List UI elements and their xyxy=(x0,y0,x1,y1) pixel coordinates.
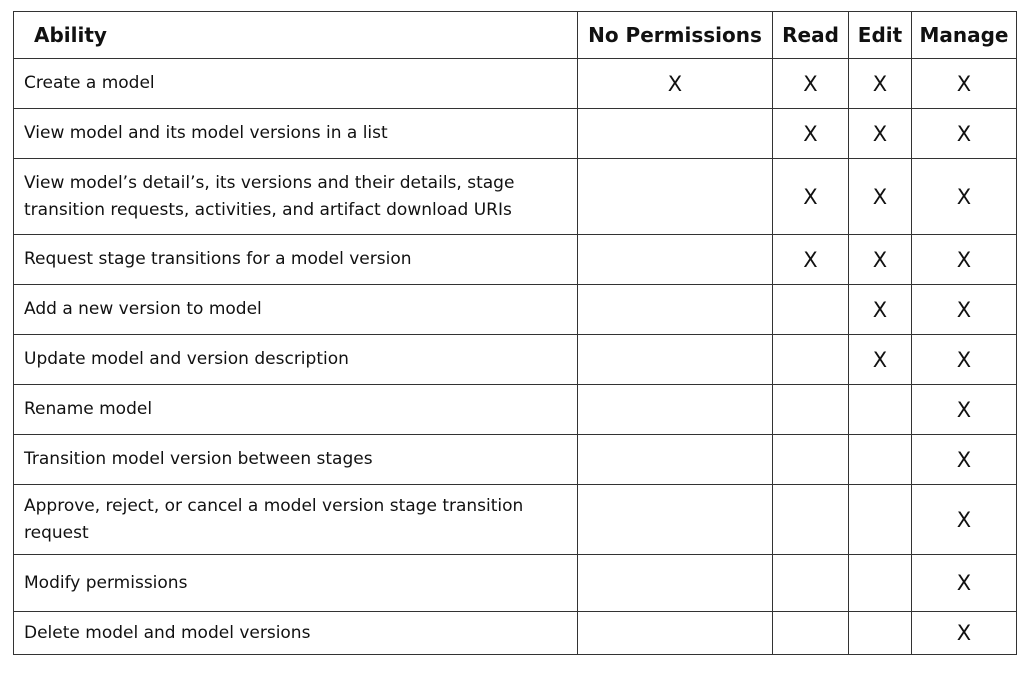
no-permissions-cell xyxy=(578,435,773,485)
ability-cell: Transition model version between stages xyxy=(14,435,578,485)
read-cell xyxy=(773,335,849,385)
no-permissions-cell xyxy=(578,485,773,555)
edit-cell xyxy=(849,485,912,555)
edit-cell: X xyxy=(849,235,912,285)
ability-cell: Modify permissions xyxy=(14,555,578,612)
manage-cell: X xyxy=(912,385,1017,435)
no-permissions-cell xyxy=(578,235,773,285)
read-cell xyxy=(773,285,849,335)
ability-cell: Rename model xyxy=(14,385,578,435)
edit-cell: X xyxy=(849,59,912,109)
no-permissions-cell xyxy=(578,385,773,435)
read-cell xyxy=(773,555,849,612)
header-ability: Ability xyxy=(14,12,578,59)
header-edit: Edit xyxy=(849,12,912,59)
no-permissions-cell xyxy=(578,555,773,612)
no-permissions-cell xyxy=(578,612,773,655)
manage-cell: X xyxy=(912,59,1017,109)
ability-cell: Update model and version description xyxy=(14,335,578,385)
table-row xyxy=(14,285,1017,335)
edit-cell xyxy=(849,612,912,655)
table-row xyxy=(14,385,1017,435)
ability-cell: View model and its model versions in a list xyxy=(14,109,578,159)
manage-cell: X xyxy=(912,612,1017,655)
manage-cell: X xyxy=(912,485,1017,555)
read-cell xyxy=(773,612,849,655)
table-row xyxy=(14,109,1017,159)
table-row xyxy=(14,159,1017,235)
no-permissions-cell: X xyxy=(578,59,773,109)
table-row xyxy=(14,235,1017,285)
read-cell xyxy=(773,385,849,435)
manage-cell: X xyxy=(912,109,1017,159)
header-manage: Manage xyxy=(912,12,1017,59)
permissions-table xyxy=(13,11,1017,655)
edit-cell: X xyxy=(849,285,912,335)
ability-cell: Delete model and model versions xyxy=(14,612,578,655)
header-row xyxy=(14,12,1017,59)
edit-cell: X xyxy=(849,159,912,235)
no-permissions-cell xyxy=(578,335,773,385)
edit-cell: X xyxy=(849,335,912,385)
table-row xyxy=(14,485,1017,555)
edit-cell xyxy=(849,435,912,485)
no-permissions-cell xyxy=(578,109,773,159)
header-no-permissions: No Permissions xyxy=(578,12,773,59)
read-cell: X xyxy=(773,235,849,285)
table-row xyxy=(14,335,1017,385)
manage-cell: X xyxy=(912,435,1017,485)
manage-cell: X xyxy=(912,159,1017,235)
read-cell xyxy=(773,435,849,485)
manage-cell: X xyxy=(912,555,1017,612)
no-permissions-cell xyxy=(578,159,773,235)
ability-cell: Request stage transitions for a model version xyxy=(14,235,578,285)
header-read: Read xyxy=(773,12,849,59)
manage-cell: X xyxy=(912,235,1017,285)
edit-cell xyxy=(849,385,912,435)
table-row xyxy=(14,612,1017,655)
read-cell: X xyxy=(773,59,849,109)
manage-cell: X xyxy=(912,335,1017,385)
table-row xyxy=(14,435,1017,485)
read-cell: X xyxy=(773,159,849,235)
ability-cell: Add a new version to model xyxy=(14,285,578,335)
no-permissions-cell xyxy=(578,285,773,335)
manage-cell: X xyxy=(912,285,1017,335)
ability-cell: Approve, reject, or cancel a model version stage transition request xyxy=(14,485,578,555)
edit-cell: X xyxy=(849,109,912,159)
ability-cell: Create a model xyxy=(14,59,578,109)
read-cell: X xyxy=(773,109,849,159)
read-cell xyxy=(773,485,849,555)
table-row xyxy=(14,555,1017,612)
ability-cell: View model’s detail’s, its versions and their details, stage transition requests, activities, and artifact download URIs xyxy=(14,159,578,235)
table-row xyxy=(14,59,1017,109)
edit-cell xyxy=(849,555,912,612)
